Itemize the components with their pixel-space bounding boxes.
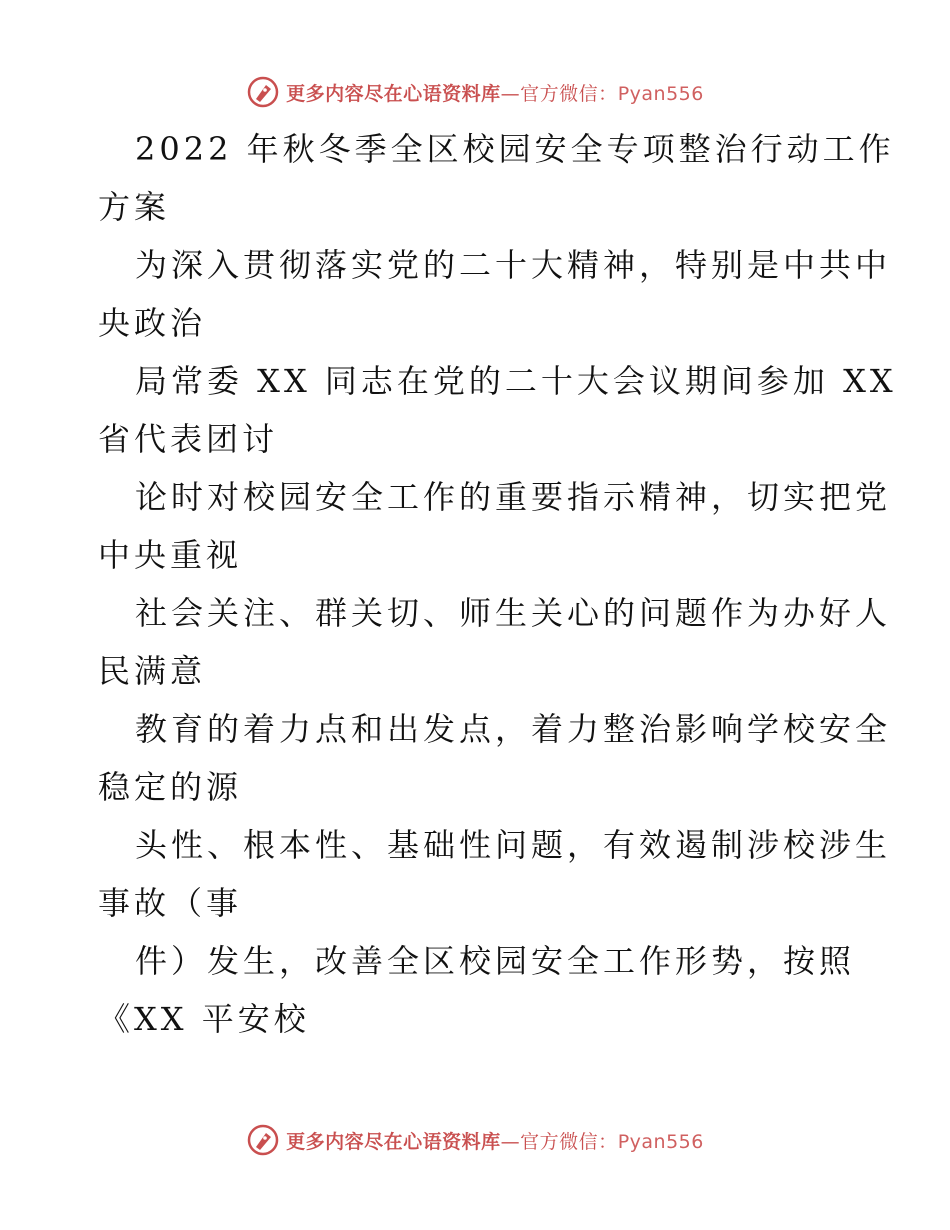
text-line: 头性、根本性、基础性问题，有效遏制涉校涉生 bbox=[135, 826, 892, 864]
header-banner bbox=[0, 70, 950, 114]
text-line: 2022 年秋冬季全区校园安全专项整治行动工作 bbox=[135, 130, 895, 168]
text-line: 中央重视 bbox=[98, 536, 243, 574]
text-line: 央政治 bbox=[98, 304, 207, 342]
banner-main-text: 更多内容尽在心语资料库 bbox=[286, 1130, 501, 1153]
text-line: 《XX 平安校 bbox=[98, 1000, 310, 1038]
banner-wechat-label: 官方微信： bbox=[520, 1130, 618, 1153]
text-line: 稳定的源 bbox=[98, 768, 243, 806]
text-line: 为深入贯彻落实党的二十大精神，特别是中共中 bbox=[135, 246, 892, 284]
banner-dash: — bbox=[500, 1130, 521, 1153]
banner-dash: — bbox=[500, 82, 521, 105]
document-body bbox=[98, 120, 897, 1048]
banner-text bbox=[286, 1127, 704, 1154]
text-line: 论时对校园安全工作的重要指示精神，切实把党 bbox=[135, 478, 892, 516]
pen-nib-logo-icon bbox=[246, 1123, 280, 1157]
text-line: 省代表团讨 bbox=[98, 420, 279, 458]
banner-wechat-label: 官方微信： bbox=[520, 82, 618, 105]
text-line: 局常委 XX 同志在党的二十大会议期间参加 XX bbox=[135, 362, 897, 400]
text-line: 事故（事 bbox=[98, 884, 243, 922]
banner-wechat-id: Pyan556 bbox=[617, 1130, 704, 1153]
banner-text bbox=[286, 79, 704, 106]
text-line: 件）发生，改善全区校园安全工作形势，按照 bbox=[135, 942, 856, 980]
banner-wechat-id: Pyan556 bbox=[617, 82, 704, 105]
text-line: 教育的着力点和出发点，着力整治影响学校安全 bbox=[135, 710, 892, 748]
banner-main-text: 更多内容尽在心语资料库 bbox=[286, 82, 501, 105]
text-line: 方案 bbox=[98, 188, 171, 226]
footer-banner bbox=[0, 1118, 950, 1162]
text-line: 民满意 bbox=[98, 652, 207, 690]
pen-nib-logo-icon bbox=[246, 75, 280, 109]
text-line: 社会关注、群关切、师生关心的问题作为办好人 bbox=[135, 594, 892, 632]
